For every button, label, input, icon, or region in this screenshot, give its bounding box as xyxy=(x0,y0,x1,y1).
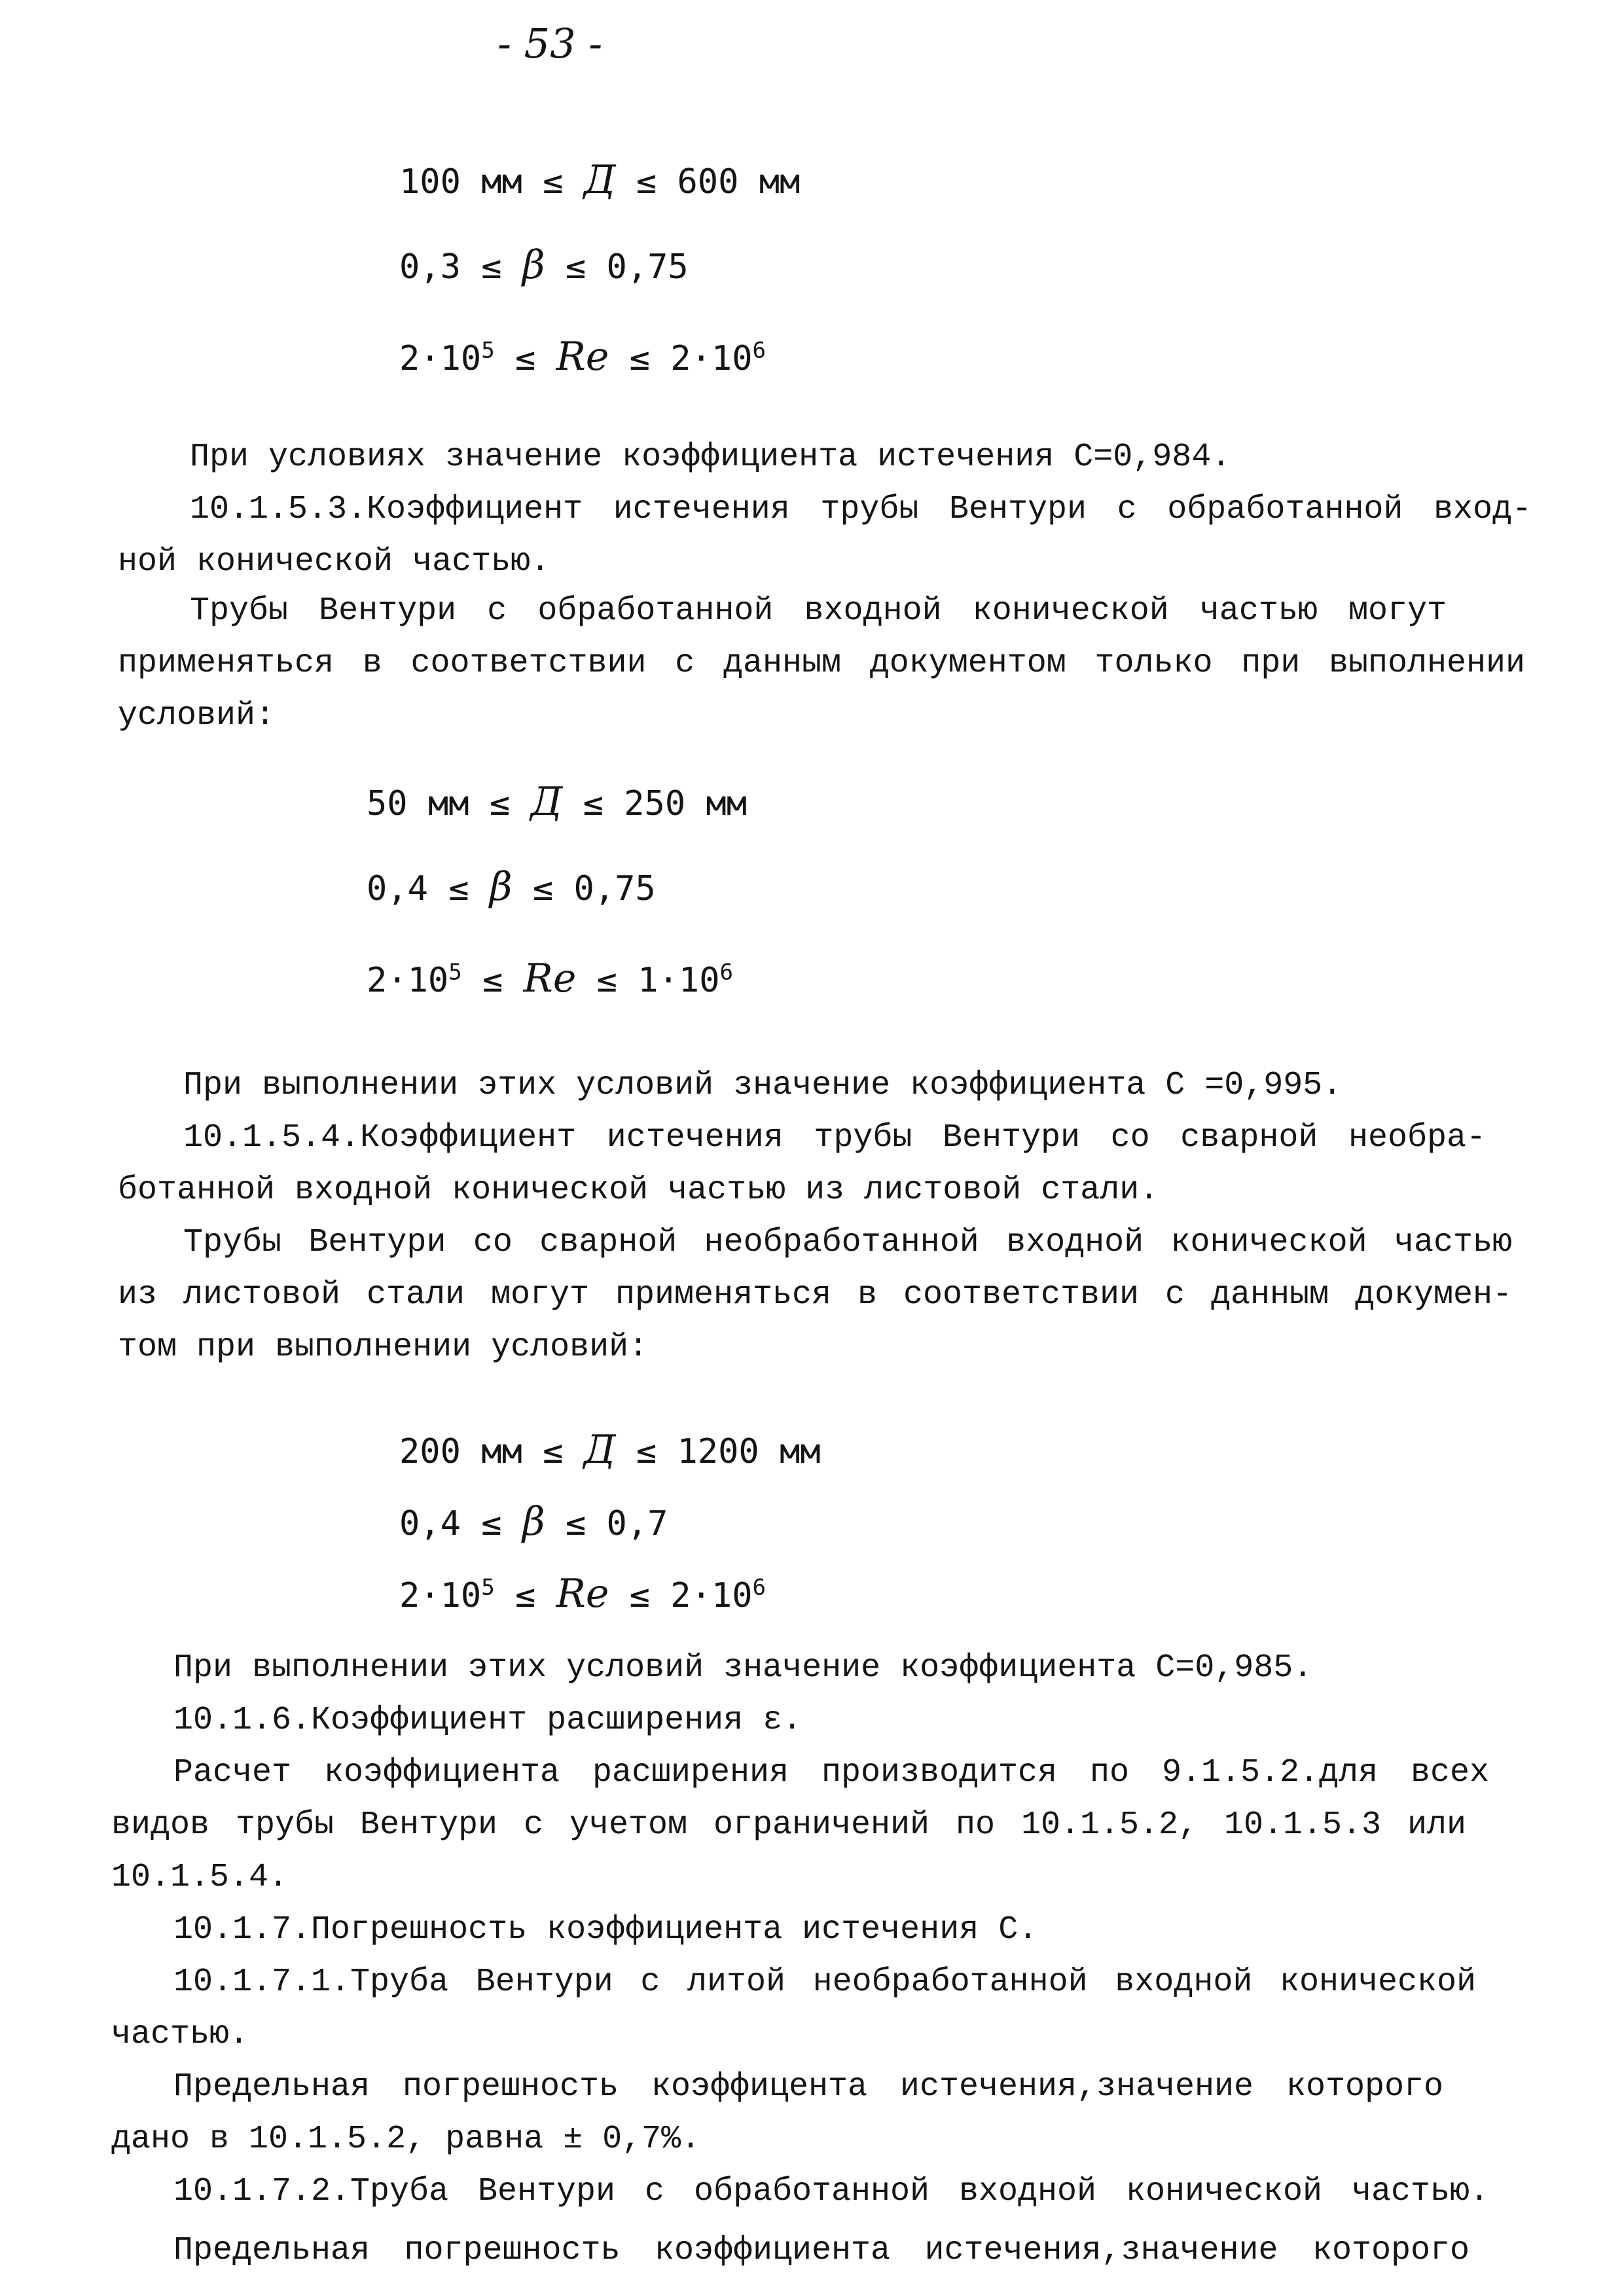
text-line: ботанной входной конической частью из листовой стали. xyxy=(118,1172,1159,1209)
formula-diameter-range-3 xyxy=(399,1427,821,1473)
formula-exponent: 5 xyxy=(481,337,495,364)
formula-re-range-3 xyxy=(399,1571,766,1617)
formula-symbol: Д xyxy=(583,157,616,203)
formula-relation: ≤ xyxy=(596,961,617,1000)
formula-relation: ≤ xyxy=(448,869,469,908)
formula-exponent: 6 xyxy=(719,959,733,986)
formula-symbol: Re xyxy=(556,334,609,380)
formula-relation: ≤ xyxy=(636,1432,657,1471)
formula-left: 0,3 xyxy=(399,247,461,287)
text-line: Трубы Вентури с обработанной входной конической частью могут xyxy=(190,592,1447,630)
formula-right: 0,75 xyxy=(606,247,689,287)
formula-relation: ≤ xyxy=(515,1576,536,1615)
text-line: условий: xyxy=(118,697,276,734)
formula-relation: ≤ xyxy=(629,339,650,378)
text-line: 10.1.6.Коэффициент расширения ε. xyxy=(173,1702,803,1739)
text-line: 10.1.5.4.Коэффициент истечения трубы Вентури со сварной необра- xyxy=(183,1119,1486,1157)
formula-exponent: 5 xyxy=(448,959,462,986)
page-number: - 53 - xyxy=(497,20,603,67)
formula-beta-range-2 xyxy=(367,864,656,910)
formula-exponent: 5 xyxy=(481,1574,495,1601)
formula-symbol: β xyxy=(522,242,545,288)
formula-relation: ≤ xyxy=(532,869,554,908)
text-line: 10.1.7.1.Труба Вентури с литой необработанной входной конической xyxy=(173,1964,1476,2001)
text-line: видов трубы Вентури с учетом ограничений по 10.1.5.2, 10.1.5.3 или xyxy=(111,1806,1466,1844)
formula-exponent: 6 xyxy=(752,1574,766,1601)
formula-relation: ≤ xyxy=(543,162,564,202)
formula-exponent: 6 xyxy=(752,337,766,364)
formula-beta-range-3 xyxy=(399,1499,668,1545)
text-line: Трубы Вентури со сварной необработанной входной конической частью xyxy=(183,1224,1512,1261)
text-line: из листовой стали могут применяться в соответствии с данным докумен- xyxy=(118,1276,1512,1314)
text-line: том при выполнении условий: xyxy=(118,1329,649,1366)
formula-relation: ≤ xyxy=(543,1432,564,1471)
formula-re-range-2 xyxy=(367,956,733,1001)
formula-relation: ≤ xyxy=(489,784,511,823)
text-line: Предельная погрешность коэффициента истечения,значение которого xyxy=(173,2232,1470,2269)
text-line: ной конической частью. xyxy=(118,543,550,581)
formula-left: 2·10 xyxy=(399,339,482,378)
formula-diameter-range-1 xyxy=(399,157,800,203)
formula-right: 250 мм xyxy=(624,784,748,823)
text-line: Предельная погрешность коэффицента истечения,значение которого xyxy=(173,2068,1443,2106)
formula-symbol: β xyxy=(489,864,513,910)
text-line: Расчет коэффициента расширения производится по 9.1.5.2.для всех xyxy=(173,1754,1489,1791)
text-line: 10.1.5.3.Коэффициент истечения трубы Вентури с обработанной вход- xyxy=(190,491,1532,528)
formula-left: 50 мм xyxy=(367,784,469,823)
formula-symbol: Re xyxy=(523,956,577,1001)
formula-symbol: Д xyxy=(583,1427,616,1473)
formula-right: 0,7 xyxy=(606,1504,668,1543)
formula-left: 100 мм xyxy=(399,162,522,202)
formula-left: 0,4 xyxy=(367,869,428,908)
text-line: дано в 10.1.5.2, равна ± 0,7%. xyxy=(111,2121,701,2158)
formula-re-range-1 xyxy=(399,334,766,380)
formula-relation: ≤ xyxy=(481,247,502,287)
formula-right: 1·10 xyxy=(638,961,720,1000)
formula-relation: ≤ xyxy=(565,247,586,287)
formula-right: 1200 мм xyxy=(677,1432,821,1471)
formula-right: 2·10 xyxy=(670,1576,753,1615)
formula-beta-range-1 xyxy=(399,242,689,288)
text-line: 10.1.7.2.Труба Вентури с обработанной входной конической частью. xyxy=(173,2173,1489,2210)
text-line: При условиях значение коэффициента истечения C=0,984. xyxy=(190,439,1231,476)
formula-relation: ≤ xyxy=(482,961,503,1000)
formula-diameter-range-2 xyxy=(367,779,747,825)
formula-right: 0,75 xyxy=(573,869,656,908)
formula-symbol: Д xyxy=(530,779,563,825)
formula-relation: ≤ xyxy=(565,1504,586,1543)
formula-relation: ≤ xyxy=(629,1576,650,1615)
formula-left: 200 мм xyxy=(399,1432,522,1471)
text-line: 10.1.5.4. xyxy=(111,1859,289,1896)
text-line: частью. xyxy=(111,2016,249,2053)
text-line: При выполнении этих условий значение коэффициента С =0,995. xyxy=(183,1067,1343,1104)
formula-symbol: Re xyxy=(556,1571,609,1617)
text-line: 10.1.7.Погрешность коэффициента истечения С. xyxy=(173,1911,1038,1948)
formula-relation: ≤ xyxy=(583,784,604,823)
formula-left: 2·10 xyxy=(367,961,449,1000)
formula-relation: ≤ xyxy=(481,1504,502,1543)
formula-relation: ≤ xyxy=(636,162,657,202)
formula-relation: ≤ xyxy=(515,339,536,378)
formula-left: 2·10 xyxy=(399,1576,482,1615)
formula-right: 2·10 xyxy=(670,339,753,378)
formula-right: 600 мм xyxy=(677,162,801,202)
text-line: применяться в соответствии с данным документом только при выполнении xyxy=(118,645,1525,682)
formula-symbol: β xyxy=(522,1499,545,1545)
text-line: При выполнении этих условий значение коэффициента С=0,985. xyxy=(173,1649,1313,1687)
formula-left: 0,4 xyxy=(399,1504,461,1543)
